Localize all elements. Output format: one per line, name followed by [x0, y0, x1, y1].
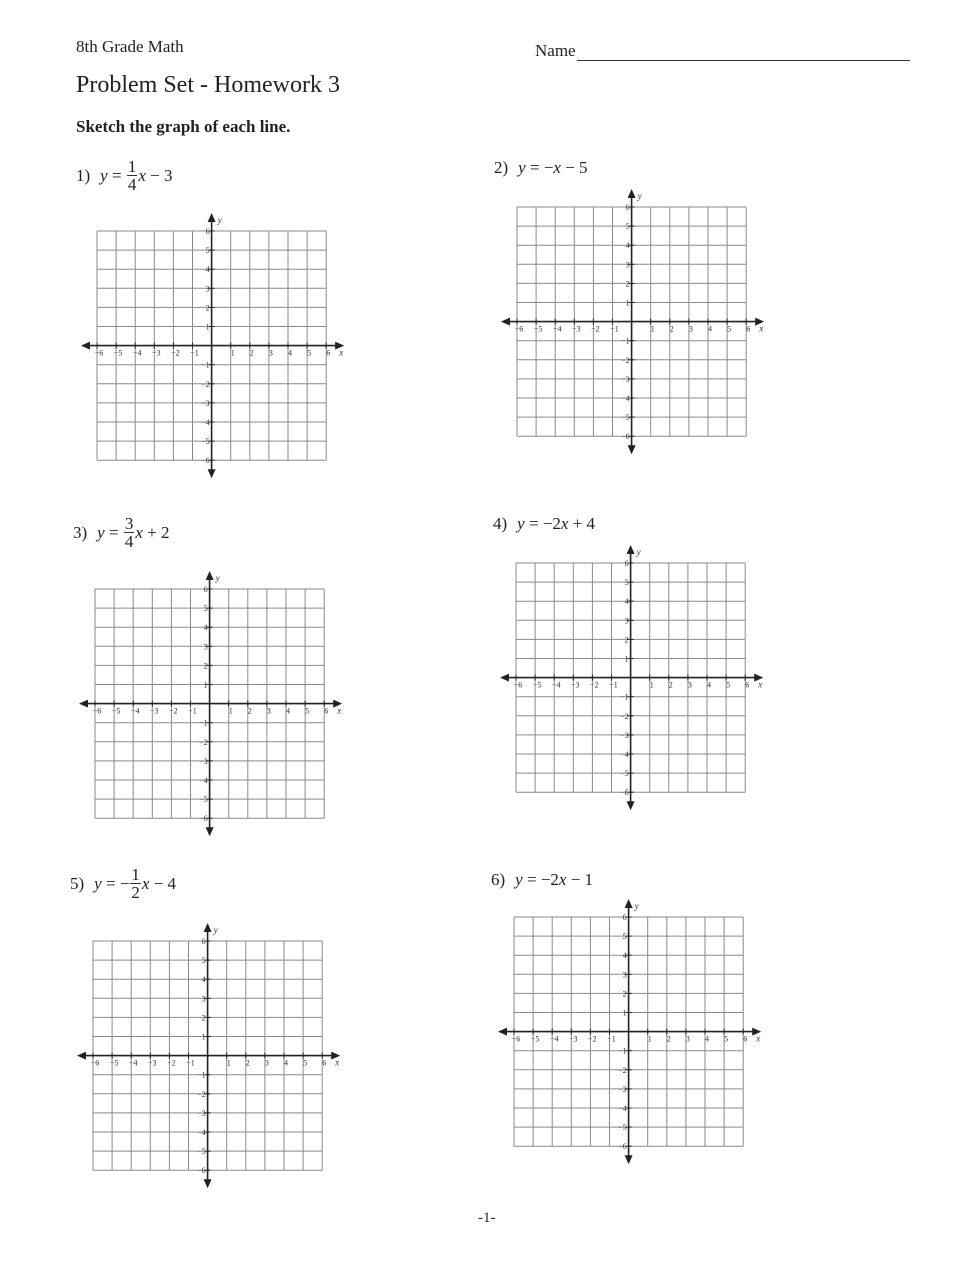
x-tick-label: −4: [132, 348, 142, 358]
y-tick-label: 6: [201, 937, 206, 946]
x-var: x: [141, 873, 150, 893]
y-axis-label: y: [215, 573, 220, 583]
y-tick-label: 1: [622, 1008, 627, 1018]
coefficient: −: [543, 158, 554, 177]
x-tick-label: −5: [532, 680, 542, 690]
x-tick-label: 4: [707, 680, 711, 690]
course-name: 8th Grade Math: [76, 37, 184, 56]
y-tick-label: −4: [197, 1128, 206, 1137]
x-tick-label: −4: [549, 1034, 559, 1044]
x-tick-label: −5: [109, 1058, 119, 1068]
fraction-denominator: 4: [127, 175, 137, 194]
fraction-numerator: 3: [124, 514, 134, 533]
y-tick-label: −6: [197, 1166, 206, 1176]
x-tick-label: 1: [650, 324, 655, 334]
fraction-numerator: 1: [127, 157, 137, 176]
y-tick-label: −1: [201, 360, 210, 370]
x-tick-label: −4: [130, 706, 140, 716]
x-tick-label: 6: [326, 348, 331, 358]
y-axis-down-arrow: [625, 1155, 633, 1164]
x-tick-label: 4: [288, 348, 292, 358]
y-tick-label: −2: [620, 711, 629, 721]
y-tick-label: 1: [205, 322, 210, 332]
coordinate-grid: [497, 544, 767, 814]
y-axis-label: y: [213, 925, 218, 935]
problem-6-label: [491, 870, 593, 890]
x-tick-label: 6: [324, 706, 329, 716]
y-var: y: [517, 514, 525, 533]
y-tick-label: 5: [205, 246, 210, 256]
y-tick-label: −5: [199, 795, 208, 805]
y-axis-up-arrow: [206, 571, 214, 580]
x-tick-label: −2: [167, 1058, 176, 1068]
y-tick-label: −6: [621, 432, 630, 442]
y-tick-label: −4: [199, 776, 208, 785]
y-axis-down-arrow: [206, 827, 214, 836]
x-tick-label: 2: [245, 1058, 250, 1068]
x-var: x: [135, 522, 143, 542]
constant: − 3: [145, 165, 173, 185]
x-axis-left-arrow: [79, 700, 88, 708]
x-tick-label: −3: [571, 680, 580, 690]
constant: − 1: [566, 870, 594, 889]
y-tick-label: 5: [203, 604, 208, 614]
problem-number: 3): [73, 522, 88, 542]
y-tick-label: −1: [621, 336, 630, 346]
x-tick-label: 4: [284, 1058, 288, 1068]
y-tick-label: 2: [205, 303, 210, 313]
y-tick-label: −5: [620, 769, 629, 779]
y-tick-label: −5: [621, 413, 630, 423]
page-number: -1-: [478, 1210, 496, 1226]
x-tick-label: −4: [552, 324, 562, 334]
coordinate-grid: [495, 898, 765, 1168]
name-field: [535, 40, 910, 61]
y-tick-label: 3: [205, 284, 210, 294]
coordinate-grid: [498, 188, 768, 458]
y-tick-label: −2: [618, 1065, 627, 1075]
name-label: Name: [535, 41, 576, 60]
y-tick-label: 2: [625, 279, 630, 289]
y-tick-label: −1: [197, 1070, 206, 1080]
x-tick-label: −6: [511, 1034, 521, 1044]
x-var: x: [558, 870, 567, 889]
y-tick-label: 4: [203, 623, 208, 633]
x-tick-label: −2: [171, 348, 180, 358]
x-tick-label: 3: [264, 1058, 269, 1068]
x-tick-label: −6: [92, 706, 102, 716]
coefficient: −2: [542, 514, 561, 533]
y-tick-label: 3: [201, 994, 206, 1004]
constant: − 5: [560, 158, 588, 177]
fraction-numerator: 1: [131, 865, 140, 884]
x-axis-label: x: [759, 323, 764, 334]
x-tick-label: −6: [94, 348, 104, 358]
fraction: [124, 515, 135, 550]
x-tick-label: 1: [649, 680, 654, 690]
sign: −: [119, 873, 130, 893]
y-tick-label: 2: [201, 1013, 206, 1023]
graph-5[interactable]: [74, 922, 344, 1197]
y-axis-label: y: [637, 191, 642, 201]
y-var: y: [94, 873, 102, 893]
x-var: x: [560, 514, 569, 533]
x-axis-label: x: [339, 347, 344, 358]
fraction-denominator: 2: [131, 883, 140, 902]
y-tick-label: 1: [625, 298, 630, 308]
graph-3[interactable]: [76, 570, 346, 845]
x-tick-label: 1: [647, 1034, 652, 1044]
y-tick-label: −4: [201, 418, 210, 427]
y-tick-label: −3: [201, 398, 210, 408]
coordinate-grid: [78, 212, 348, 482]
x-tick-label: −2: [590, 680, 599, 690]
x-axis-left-arrow: [81, 342, 90, 350]
equals: =: [522, 870, 541, 889]
x-tick-label: −2: [588, 1034, 597, 1044]
name-blank-line[interactable]: [577, 40, 910, 61]
x-axis-left-arrow: [498, 1028, 507, 1036]
x-tick-label: 2: [247, 706, 252, 716]
y-tick-label: −2: [621, 355, 630, 365]
x-tick-label: 3: [687, 680, 692, 690]
y-axis-down-arrow: [204, 1179, 212, 1188]
equals: =: [107, 165, 126, 185]
x-tick-label: 1: [226, 1058, 231, 1068]
y-tick-label: −6: [618, 1142, 627, 1152]
y-var: y: [518, 158, 526, 177]
y-tick-label: −3: [197, 1108, 206, 1118]
y-tick-label: −4: [621, 394, 630, 403]
y-tick-label: 2: [622, 989, 627, 999]
y-tick-label: 3: [622, 970, 627, 980]
page-title: Problem Set - Homework 3: [76, 72, 340, 98]
y-tick-label: 6: [625, 203, 630, 212]
y-tick-label: −4: [618, 1104, 627, 1113]
equals: =: [525, 158, 544, 177]
x-tick-label: −6: [90, 1058, 100, 1068]
x-axis-label: x: [337, 705, 342, 716]
y-tick-label: 4: [622, 951, 627, 961]
y-tick-label: −2: [201, 379, 210, 389]
problem-number: 5): [70, 873, 85, 893]
coordinate-grid: [76, 570, 346, 840]
x-tick-label: −5: [533, 324, 543, 334]
x-tick-label: 5: [307, 348, 312, 358]
x-tick-label: 3: [266, 706, 271, 716]
x-var: x: [138, 165, 146, 185]
y-axis-label: y: [636, 547, 641, 557]
graph-2[interactable]: [498, 188, 768, 463]
y-tick-label: −6: [201, 456, 210, 466]
y-axis-label: y: [634, 901, 639, 911]
x-tick-label: −3: [569, 1034, 578, 1044]
equals: =: [104, 522, 123, 542]
fraction: [127, 158, 138, 193]
y-axis-up-arrow: [208, 213, 216, 222]
problem-2-label: [494, 158, 588, 178]
x-tick-label: 5: [727, 324, 732, 334]
x-tick-label: 1: [228, 706, 233, 716]
y-tick-label: −3: [618, 1084, 627, 1094]
y-tick-label: 5: [625, 222, 630, 232]
y-tick-label: 4: [625, 241, 630, 251]
x-tick-label: 4: [286, 706, 290, 716]
y-tick-label: 4: [205, 265, 210, 275]
x-tick-label: 5: [305, 706, 310, 716]
graph-4[interactable]: [497, 544, 767, 819]
graph-6[interactable]: [495, 898, 765, 1173]
x-tick-label: −4: [551, 680, 561, 690]
x-tick-label: 1: [230, 348, 235, 358]
problem-1-label: [76, 158, 172, 193]
problem-number: 4): [493, 514, 508, 533]
x-tick-label: −3: [572, 324, 581, 334]
x-axis-left-arrow: [77, 1052, 86, 1060]
x-tick-label: 2: [668, 680, 673, 690]
x-tick-label: 3: [688, 324, 693, 334]
y-tick-label: 5: [622, 932, 627, 942]
y-tick-label: 6: [624, 559, 629, 568]
x-tick-label: 4: [705, 1034, 709, 1044]
y-tick-label: 5: [201, 956, 206, 966]
x-tick-label: −6: [513, 680, 523, 690]
y-var: y: [100, 165, 108, 185]
x-tick-label: −4: [128, 1058, 138, 1068]
problem-number: 2): [494, 158, 509, 177]
problem-4-label: [493, 514, 595, 534]
x-axis-label: x: [756, 1033, 761, 1044]
fraction-denominator: 4: [124, 532, 134, 551]
y-axis-up-arrow: [628, 189, 636, 198]
y-tick-label: −5: [201, 437, 210, 447]
x-tick-label: 4: [708, 324, 712, 334]
y-tick-label: −5: [197, 1147, 206, 1157]
x-axis-label: x: [758, 679, 763, 690]
x-tick-label: −2: [169, 706, 178, 716]
x-tick-label: 3: [268, 348, 273, 358]
y-tick-label: 4: [624, 597, 629, 607]
y-tick-label: 6: [203, 585, 208, 594]
y-tick-label: −6: [620, 788, 629, 798]
y-tick-label: 2: [624, 635, 629, 645]
instructions: Sketch the graph of each line.: [76, 117, 291, 136]
y-tick-label: −2: [197, 1089, 206, 1099]
y-tick-label: −4: [620, 750, 629, 759]
coefficient: −2: [540, 870, 559, 889]
y-tick-label: −1: [618, 1046, 627, 1056]
y-tick-label: 6: [622, 913, 627, 922]
x-tick-label: −1: [610, 324, 619, 334]
x-tick-label: 6: [745, 680, 750, 690]
y-tick-label: −1: [199, 718, 208, 728]
y-tick-label: 5: [624, 578, 629, 588]
x-tick-label: −2: [591, 324, 600, 334]
y-tick-label: −6: [199, 814, 208, 824]
x-tick-label: −3: [148, 1058, 157, 1068]
y-var: y: [515, 870, 523, 889]
x-tick-label: 5: [726, 680, 731, 690]
x-tick-label: −1: [609, 680, 618, 690]
x-tick-label: −5: [111, 706, 121, 716]
x-tick-label: 2: [666, 1034, 671, 1044]
y-axis-up-arrow: [627, 545, 635, 554]
y-tick-label: 2: [203, 661, 208, 671]
x-tick-label: 6: [322, 1058, 327, 1068]
x-tick-label: −1: [190, 348, 199, 358]
coordinate-grid: [74, 922, 344, 1192]
problem-number: 1): [76, 165, 91, 185]
x-tick-label: 2: [669, 324, 674, 334]
x-tick-label: 2: [249, 348, 254, 358]
x-tick-label: −5: [530, 1034, 540, 1044]
x-tick-label: −1: [188, 706, 197, 716]
y-tick-label: −3: [199, 756, 208, 766]
y-tick-label: −3: [620, 730, 629, 740]
y-tick-label: 6: [205, 227, 210, 236]
problem-number: 6): [491, 870, 506, 889]
x-tick-label: −6: [514, 324, 524, 334]
fraction: [130, 866, 141, 901]
x-tick-label: 5: [724, 1034, 729, 1044]
constant: + 2: [142, 522, 170, 542]
x-axis-left-arrow: [500, 674, 509, 682]
x-tick-label: −5: [113, 348, 123, 358]
equals: =: [524, 514, 543, 533]
y-axis-up-arrow: [204, 923, 212, 932]
y-axis-up-arrow: [625, 899, 633, 908]
x-tick-label: −1: [186, 1058, 195, 1068]
y-axis-down-arrow: [208, 469, 216, 478]
y-axis-label: y: [217, 215, 222, 225]
y-axis-down-arrow: [628, 445, 636, 454]
constant: − 4: [149, 873, 177, 893]
problem-5-label: [70, 866, 176, 901]
x-tick-label: −3: [150, 706, 159, 716]
y-tick-label: 3: [624, 616, 629, 626]
y-tick-label: 1: [203, 680, 208, 690]
y-tick-label: −5: [618, 1123, 627, 1133]
x-tick-label: 5: [303, 1058, 308, 1068]
y-tick-label: 4: [201, 975, 206, 985]
x-tick-label: 6: [743, 1034, 748, 1044]
x-axis-label: x: [335, 1057, 340, 1068]
y-tick-label: −3: [621, 374, 630, 384]
problem-3-label: [73, 515, 169, 550]
graph-1[interactable]: [78, 212, 348, 487]
y-tick-label: 3: [625, 260, 630, 270]
constant: + 4: [568, 514, 596, 533]
y-tick-label: −2: [199, 737, 208, 747]
y-tick-label: 3: [203, 642, 208, 652]
x-var: x: [553, 158, 561, 177]
x-tick-label: −3: [152, 348, 161, 358]
x-tick-label: 6: [746, 324, 751, 334]
y-tick-label: 1: [201, 1032, 206, 1042]
x-tick-label: −1: [607, 1034, 616, 1044]
equals: =: [101, 873, 120, 893]
y-tick-label: −1: [620, 692, 629, 702]
y-axis-down-arrow: [627, 801, 635, 810]
y-var: y: [97, 522, 105, 542]
x-tick-label: 3: [685, 1034, 690, 1044]
x-axis-left-arrow: [501, 318, 510, 326]
y-tick-label: 1: [624, 654, 629, 664]
